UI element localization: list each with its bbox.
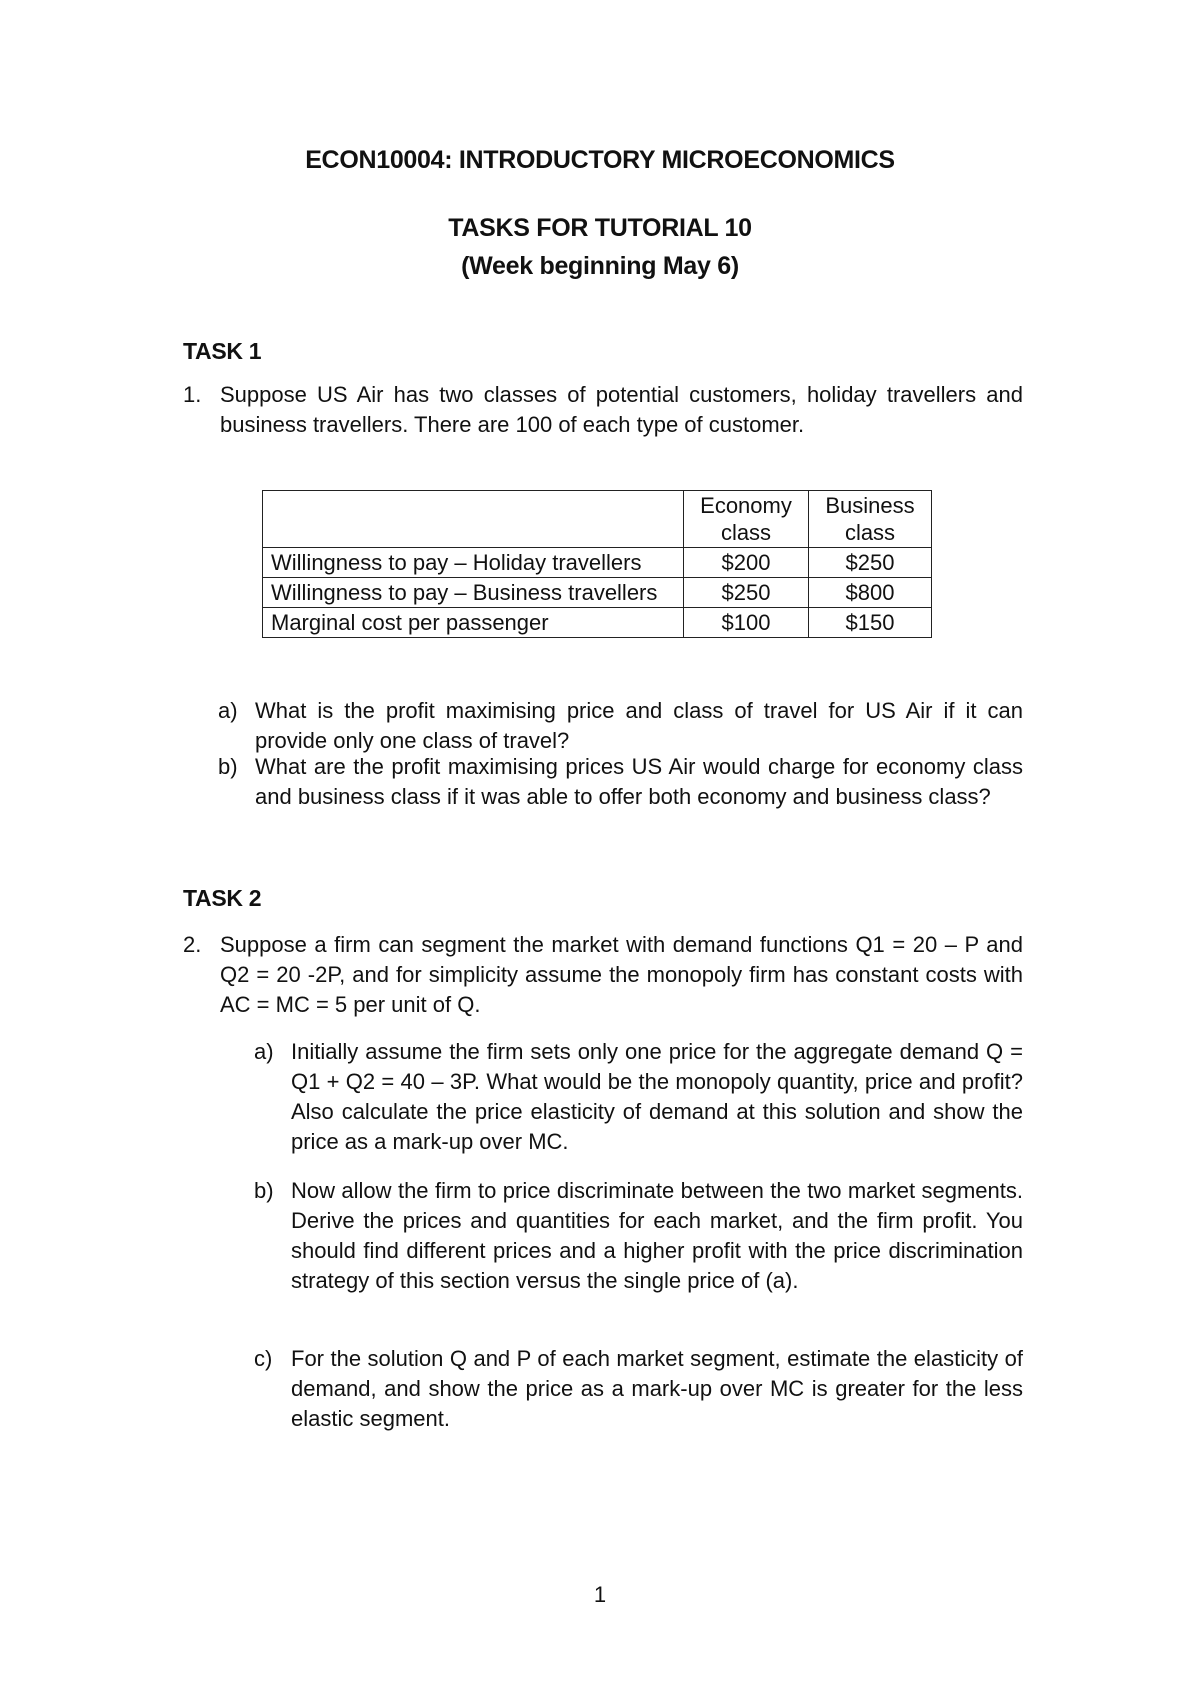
table-row <box>263 578 932 608</box>
task1-question-number: 1. <box>183 382 202 407</box>
part-label: a) <box>254 1039 274 1064</box>
business-value: $250 <box>809 548 932 578</box>
task2-part-b <box>254 1176 1023 1296</box>
task1-part-b <box>218 752 1023 812</box>
part-text: Now allow the firm to price discriminate between the two market segments. Derive the prices and quantities for each market, and the firm profit. You should find different prices and a higher profit with the price discrimination strategy of this section versus the single price of (a). <box>291 1178 1023 1293</box>
willingness-to-pay-table <box>262 490 932 638</box>
part-label: b) <box>218 754 238 779</box>
part-label: b) <box>254 1178 274 1203</box>
task2-question <box>183 930 1023 1020</box>
task2-part-a <box>254 1037 1023 1157</box>
task2-heading: TASK 2 <box>183 885 262 911</box>
table-header-empty <box>263 491 684 548</box>
page-number: 1 <box>593 1582 607 1607</box>
course-title: ECON10004: INTRODUCTORY MICROECONOMICS <box>305 146 895 174</box>
task2-question-text: Suppose a firm can segment the market with demand functions Q1 = 20 – P and Q2 = 20 -2P, and for simplicity assume the monopoly firm has constant costs with AC = MC = 5 per unit of Q. <box>220 932 1023 1017</box>
task2-part-c <box>254 1344 1023 1434</box>
table-row <box>263 608 932 638</box>
part-text: What are the profit maximising prices US Air would charge for economy class and business class if it was able to offer both economy and business class? <box>255 754 1023 809</box>
tasks-title: TASKS FOR TUTORIAL 10 <box>448 214 752 242</box>
table-header-row <box>263 491 932 548</box>
row-label: Marginal cost per passenger <box>263 608 684 638</box>
part-label: c) <box>254 1346 273 1371</box>
part-label: a) <box>218 698 238 723</box>
row-label: Willingness to pay – Business travellers <box>263 578 684 608</box>
table-header-business: Business class <box>809 491 932 548</box>
business-value: $150 <box>809 608 932 638</box>
task1-question-text: Suppose US Air has two classes of potential customers, holiday travellers and business travellers. There are 100 of each type of customer. <box>220 382 1023 437</box>
task1-heading: TASK 1 <box>183 338 262 364</box>
week-subtitle: (Week beginning May 6) <box>461 252 739 280</box>
row-label: Willingness to pay – Holiday travellers <box>263 548 684 578</box>
economy-value: $100 <box>684 608 809 638</box>
task1-part-a <box>218 696 1023 756</box>
part-text: Initially assume the firm sets only one price for the aggregate demand Q = Q1 + Q2 = 40 – 3P. What would be the monopoly quantity, price and profit? Also calculate the price elasticity of demand at this solution and show the price as a mark-up over MC. <box>291 1039 1023 1154</box>
part-text: For the solution Q and P of each market segment, estimate the elasticity of demand, and show the price as a mark-up over MC is greater for the less elastic segment. <box>291 1346 1023 1431</box>
part-text: What is the profit maximising price and class of travel for US Air if it can provide only one class of travel? <box>255 698 1023 753</box>
economy-value: $200 <box>684 548 809 578</box>
task2-question-number: 2. <box>183 932 202 957</box>
economy-value: $250 <box>684 578 809 608</box>
table-header-economy: Economy class <box>684 491 809 548</box>
business-value: $800 <box>809 578 932 608</box>
table-row <box>263 548 932 578</box>
task1-question <box>183 380 1023 440</box>
